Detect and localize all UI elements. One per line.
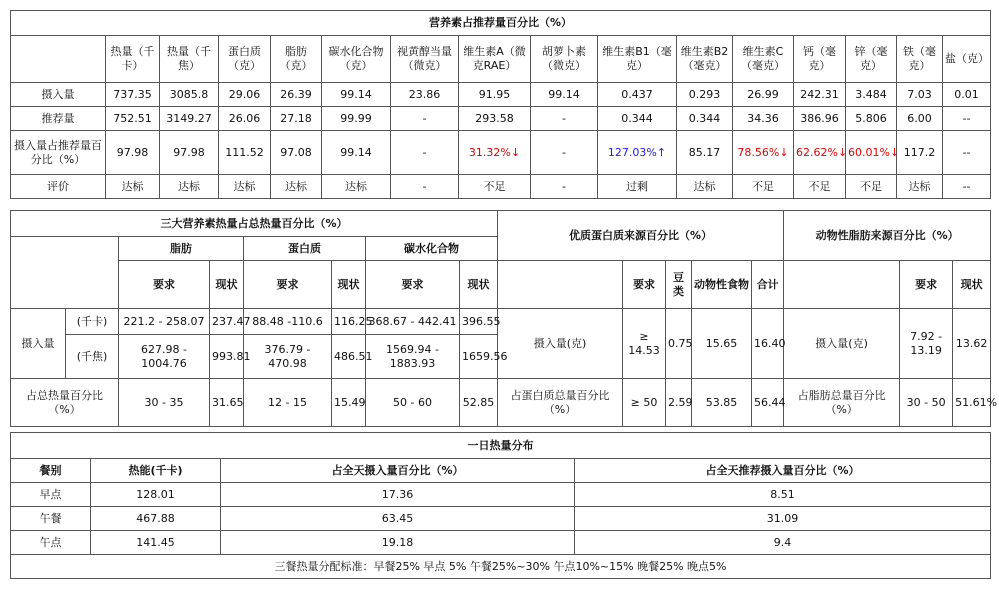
cell: 0.344	[677, 107, 733, 131]
fat-pct-label: 占脂肪总量百分比（%）	[784, 379, 900, 427]
row-label: 摄入量	[11, 83, 106, 107]
cell: 0.437	[598, 83, 677, 107]
requirement-header: 要求	[244, 261, 332, 309]
cell: 29.06	[219, 83, 271, 107]
cell: -	[391, 131, 459, 175]
carb-column-header: 碳水化合物	[366, 237, 498, 261]
column-header: 热量（千卡）	[106, 36, 160, 83]
column-header: 蛋白质（克）	[219, 36, 271, 83]
protein-pct-label: 占蛋白质总量百分比（%）	[498, 379, 623, 427]
cell: 128.01	[91, 483, 221, 507]
cell: 99.14	[531, 83, 598, 107]
unit-label: (千卡)	[66, 309, 119, 335]
cell: 13.62	[953, 309, 991, 379]
table-row	[11, 309, 991, 335]
cell-below-target: 62.62%↓	[794, 131, 846, 175]
current-header: 现状	[332, 261, 366, 309]
cell: 242.31	[794, 83, 846, 107]
cell: ≥ 14.53	[623, 309, 666, 379]
cell: 53.85	[692, 379, 752, 427]
cell: 0.293	[677, 83, 733, 107]
column-header: 维生素A（微克RAE）	[459, 36, 531, 83]
column-header: 视黄醇当量（微克）	[391, 36, 459, 83]
cell: ≥ 50	[623, 379, 666, 427]
table-row	[11, 379, 991, 427]
column-header: 胡萝卜素（微克）	[531, 36, 598, 83]
cell: 7.03	[897, 83, 943, 107]
cell: 15.49	[332, 379, 366, 427]
cell: 396.55	[460, 309, 498, 335]
cell: 99.99	[322, 107, 391, 131]
cell: 293.58	[459, 107, 531, 131]
column-header: 占全天摄入量百分比（%）	[221, 459, 575, 483]
cell-above-target: 127.03%↑	[598, 131, 677, 175]
corner-cell	[11, 36, 106, 83]
cell: 993.81	[210, 335, 244, 379]
cell: 752.51	[106, 107, 160, 131]
table-row	[11, 507, 991, 531]
cell: --	[943, 107, 991, 131]
daily-calorie-table	[10, 432, 991, 579]
empty-cell	[784, 261, 900, 309]
row-label: 推荐量	[11, 107, 106, 131]
cell: 达标	[897, 175, 943, 199]
meal-label: 早点	[11, 483, 91, 507]
cell: 0.344	[598, 107, 677, 131]
cell: 52.85	[460, 379, 498, 427]
cell: 9.4	[575, 531, 991, 555]
cell: 141.45	[91, 531, 221, 555]
cell: 486.51	[332, 335, 366, 379]
cell: 不足	[459, 175, 531, 199]
cell: 达标	[322, 175, 391, 199]
protein-column-header: 蛋白质	[244, 237, 366, 261]
cell-below-target: 31.32%↓	[459, 131, 531, 175]
column-header: 维生素B2（毫克）	[677, 36, 733, 83]
cell: 51.61%	[953, 379, 991, 427]
cell: 达标	[677, 175, 733, 199]
fat-intake-label: 摄入量(克)	[784, 309, 900, 379]
empty-cell	[498, 261, 623, 309]
cell: 不足	[846, 175, 897, 199]
soy-header: 豆类	[666, 261, 692, 309]
cell: 0.75	[666, 309, 692, 379]
column-header: 锌（毫克）	[846, 36, 897, 83]
cell: 85.17	[677, 131, 733, 175]
cell: 1569.94 - 1883.93	[366, 335, 460, 379]
row-label: 评价	[11, 175, 106, 199]
protein-intake-label: 摄入量(克)	[498, 309, 623, 379]
cell: 237.47	[210, 309, 244, 335]
requirement-header: 要求	[623, 261, 666, 309]
cell: 116.25	[332, 309, 366, 335]
table-row	[11, 107, 991, 131]
cell: 99.14	[322, 131, 391, 175]
cell: 50 - 60	[366, 379, 460, 427]
table-row	[11, 83, 991, 107]
column-header: 餐别	[11, 459, 91, 483]
column-header: 脂肪（克）	[271, 36, 322, 83]
cell: 376.79 - 470.98	[244, 335, 332, 379]
cell: 111.52	[219, 131, 271, 175]
cell: -	[531, 175, 598, 199]
column-header: 铁（毫克）	[897, 36, 943, 83]
requirement-header: 要求	[900, 261, 953, 309]
cell: 23.86	[391, 83, 459, 107]
table-title: 一日热量分布	[11, 433, 991, 459]
requirement-header: 要求	[119, 261, 210, 309]
total-header: 合计	[752, 261, 784, 309]
cell: 27.18	[271, 107, 322, 131]
cell: 26.06	[219, 107, 271, 131]
table-row	[11, 131, 991, 175]
current-header: 现状	[460, 261, 498, 309]
column-header: 盐（克）	[943, 36, 991, 83]
cell: 15.65	[692, 309, 752, 379]
cell: 56.44	[752, 379, 784, 427]
macro-source-table	[10, 210, 998, 427]
cell: 627.98 - 1004.76	[119, 335, 210, 379]
macro-title: 三大营养素热量占总热量百分比（%）	[11, 211, 498, 237]
cell: 26.99	[733, 83, 794, 107]
meal-label: 午点	[11, 531, 91, 555]
fat-source-title: 动物性脂肪来源百分比（%）	[784, 211, 991, 261]
cell: 467.88	[91, 507, 221, 531]
cell-below-target: 60.01%↓	[846, 131, 897, 175]
cell: 117.2	[897, 131, 943, 175]
cell: 63.45	[221, 507, 575, 531]
cell: 7.92 - 13.19	[900, 309, 953, 379]
cell: 97.98	[106, 131, 160, 175]
cell: 97.08	[271, 131, 322, 175]
fat-column-header: 脂肪	[119, 237, 244, 261]
cell: 99.14	[322, 83, 391, 107]
cell: -	[391, 107, 459, 131]
cell: 0.01	[943, 83, 991, 107]
requirement-header: 要求	[366, 261, 460, 309]
cell: -	[531, 131, 598, 175]
intake-label: 摄入量	[11, 309, 66, 379]
cell: 16.40	[752, 309, 784, 379]
column-header: 热能(千卡)	[91, 459, 221, 483]
cell: 31.09	[575, 507, 991, 531]
cell: 5.806	[846, 107, 897, 131]
column-header: 维生素C（毫克）	[733, 36, 794, 83]
protein-source-title: 优质蛋白质来源百分比（%）	[498, 211, 784, 261]
cell: 31.65	[210, 379, 244, 427]
cell: 3085.8	[160, 83, 219, 107]
table-row	[11, 483, 991, 507]
current-header: 现状	[210, 261, 244, 309]
pct-label: 占总热量百分比（%）	[11, 379, 119, 427]
cell: 12 - 15	[244, 379, 332, 427]
cell: 不足	[794, 175, 846, 199]
cell: 达标	[271, 175, 322, 199]
cell-below-target: 78.56%↓	[733, 131, 794, 175]
cell: 达标	[219, 175, 271, 199]
row-label: 摄入量占推荐量百分比（%）	[11, 131, 106, 175]
cell: 6.00	[897, 107, 943, 131]
cell: 3.484	[846, 83, 897, 107]
cell: 8.51	[575, 483, 991, 507]
cell: 386.96	[794, 107, 846, 131]
column-header: 占全天推荐摄入量百分比（%）	[575, 459, 991, 483]
column-header: 钙（毫克）	[794, 36, 846, 83]
table-row	[11, 175, 991, 199]
cell: 97.98	[160, 131, 219, 175]
cell: 达标	[106, 175, 160, 199]
cell: -	[391, 175, 459, 199]
cell: 88.48 -110.6	[244, 309, 332, 335]
table-row	[11, 531, 991, 555]
column-header: 碳水化合物（克）	[322, 36, 391, 83]
cell: 30 - 35	[119, 379, 210, 427]
table-title: 营养素占推荐量百分比（%）	[11, 11, 991, 36]
cell: --	[943, 175, 991, 199]
cell: 不足	[733, 175, 794, 199]
cell: 221.2 - 258.07	[119, 309, 210, 335]
cell: 30 - 50	[900, 379, 953, 427]
nutrient-percentage-table	[10, 10, 991, 199]
distribution-standard-note: 三餐热量分配标准：早餐25% 早点 5% 午餐25%~30% 午点10%~15% 晚餐25% 晚点5%	[11, 555, 991, 579]
meal-label: 午餐	[11, 507, 91, 531]
cell: 2.59	[666, 379, 692, 427]
cell: --	[943, 131, 991, 175]
cell: 26.39	[271, 83, 322, 107]
column-header: 热量（千焦）	[160, 36, 219, 83]
cell: 17.36	[221, 483, 575, 507]
column-header: 维生素B1（毫克）	[598, 36, 677, 83]
unit-label: (千焦)	[66, 335, 119, 379]
cell: 737.35	[106, 83, 160, 107]
cell: 达标	[160, 175, 219, 199]
cell: 3149.27	[160, 107, 219, 131]
cell: 19.18	[221, 531, 575, 555]
cell: -	[531, 107, 598, 131]
cell: 过剩	[598, 175, 677, 199]
cell: 91.95	[459, 83, 531, 107]
animal-food-header: 动物性食物	[692, 261, 752, 309]
cell: 1659.56	[460, 335, 498, 379]
cell: 368.67 - 442.41	[366, 309, 460, 335]
corner-cell	[11, 237, 119, 309]
cell: 34.36	[733, 107, 794, 131]
current-header: 现状	[953, 261, 991, 309]
